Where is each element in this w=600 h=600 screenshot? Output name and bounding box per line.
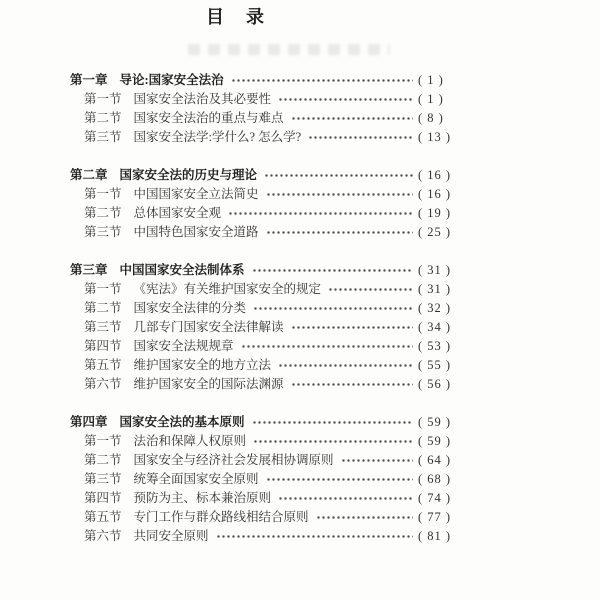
section-number-label: 第四节 bbox=[84, 339, 122, 353]
section-title: 统筹全面国家安全原则 bbox=[133, 472, 259, 486]
page-number: ( 34 ) bbox=[418, 320, 452, 334]
section-number-label: 第一节 bbox=[84, 282, 122, 296]
section-number-label: 第六节 bbox=[84, 377, 122, 391]
section-title: 几部专门国家安全法律解读 bbox=[133, 320, 284, 334]
chapter-number-label: 第一章 bbox=[70, 73, 108, 87]
section-title: 维护国家安全的国际法渊源 bbox=[133, 377, 284, 391]
section-number-label: 第三节 bbox=[84, 472, 122, 486]
section-title: 国家安全法治的重点与难点 bbox=[133, 111, 284, 125]
page-number: ( 19 ) bbox=[418, 206, 452, 220]
page-number: ( 77 ) bbox=[418, 510, 452, 524]
page-number: ( 59 ) bbox=[418, 415, 452, 429]
page-number: ( 1 ) bbox=[418, 92, 444, 106]
section-number-label: 第六节 bbox=[84, 529, 122, 543]
page-number: ( 53 ) bbox=[418, 339, 452, 353]
section-title: 专门工作与群众路线相结合原则 bbox=[133, 510, 309, 524]
page-number: ( 1 ) bbox=[418, 73, 444, 87]
page-number: ( 32 ) bbox=[418, 301, 452, 315]
section-title: 总体国家安全观 bbox=[133, 206, 222, 220]
page-number: ( 31 ) bbox=[418, 263, 452, 277]
dot-leader bbox=[291, 375, 413, 394]
chapter-number-label: 第三章 bbox=[70, 263, 108, 277]
section-number-label: 第一节 bbox=[84, 434, 122, 448]
page-bleedthrough-artifact bbox=[188, 44, 390, 55]
toc-section-row bbox=[70, 204, 454, 223]
page-number: ( 64 ) bbox=[418, 453, 452, 467]
dot-leader bbox=[253, 299, 413, 318]
section-number-label: 第二节 bbox=[84, 206, 122, 220]
page-number: ( 16 ) bbox=[418, 187, 452, 201]
section-title: 中国国家安全立法简史 bbox=[133, 187, 259, 201]
toc-section-row bbox=[70, 90, 454, 109]
section-title: 国家安全法治及其必要性 bbox=[133, 92, 272, 106]
toc-section-row bbox=[70, 451, 454, 470]
dot-leader bbox=[278, 489, 413, 508]
chapter-title: 国家安全法的基本原则 bbox=[119, 415, 245, 429]
section-number-label: 第三节 bbox=[84, 225, 122, 239]
toc-section-row bbox=[70, 508, 454, 527]
section-title: 中国特色国家安全道路 bbox=[133, 225, 259, 239]
section-number-label: 第三节 bbox=[84, 320, 122, 334]
chapter-title: 国家安全法的历史与理论 bbox=[119, 168, 258, 182]
toc-chapter-block-1 bbox=[70, 71, 454, 147]
page-number: ( 68 ) bbox=[418, 472, 452, 486]
page-number: ( 16 ) bbox=[418, 168, 452, 182]
toc-section-row bbox=[70, 375, 454, 394]
section-number-label: 第一节 bbox=[84, 187, 122, 201]
dot-leader bbox=[341, 451, 413, 470]
dot-leader bbox=[252, 261, 413, 280]
dot-leader bbox=[266, 470, 413, 489]
dot-leader bbox=[253, 432, 413, 451]
page-number: ( 56 ) bbox=[418, 377, 452, 391]
toc-chapter-block-3 bbox=[70, 261, 454, 394]
section-title: 维护国家安全的地方立法 bbox=[133, 358, 272, 372]
dot-leader bbox=[291, 318, 413, 337]
toc-section-row bbox=[70, 470, 454, 489]
toc-section-row bbox=[70, 280, 454, 299]
toc-list bbox=[70, 71, 454, 565]
page-number: ( 8 ) bbox=[418, 111, 444, 125]
chapter-number-label: 第二章 bbox=[70, 168, 108, 182]
section-title: 国家安全法律的分类 bbox=[133, 301, 247, 315]
toc-section-row bbox=[70, 318, 454, 337]
chapter-title: 中国国家安全法制体系 bbox=[119, 263, 245, 277]
dot-leader bbox=[308, 128, 413, 147]
toc-section-row bbox=[70, 185, 454, 204]
section-number-label: 第二节 bbox=[84, 111, 122, 125]
section-number-label: 第二节 bbox=[84, 453, 122, 467]
section-number-label: 第四节 bbox=[84, 491, 122, 505]
section-number-label: 第五节 bbox=[84, 510, 122, 524]
toc-chapter-block-4 bbox=[70, 413, 454, 546]
dot-leader bbox=[216, 527, 413, 546]
toc-section-row bbox=[70, 337, 454, 356]
chapter-number-label: 第四章 bbox=[70, 415, 108, 429]
toc-section-row bbox=[70, 223, 454, 242]
section-number-label: 第一节 bbox=[84, 92, 122, 106]
toc-section-row bbox=[70, 128, 454, 147]
section-number-label: 第二节 bbox=[84, 301, 122, 315]
dot-leader bbox=[241, 337, 413, 356]
toc-section-row bbox=[70, 356, 454, 375]
toc-section-row bbox=[70, 432, 454, 451]
dot-leader bbox=[231, 71, 413, 90]
toc-chapter-block-2 bbox=[70, 166, 454, 242]
section-number-label: 第三节 bbox=[84, 130, 122, 144]
toc-section-row bbox=[70, 489, 454, 508]
section-title: 《宪法》有关维护国家安全的规定 bbox=[133, 282, 322, 296]
dot-leader bbox=[316, 508, 413, 527]
dot-leader bbox=[252, 413, 413, 432]
section-title: 共同安全原则 bbox=[133, 529, 209, 543]
page-number: ( 55 ) bbox=[418, 358, 452, 372]
dot-leader bbox=[228, 204, 413, 223]
dot-leader bbox=[328, 280, 413, 299]
page-number: ( 81 ) bbox=[418, 529, 452, 543]
section-title: 国家安全与经济社会发展相协调原则 bbox=[133, 453, 334, 467]
dot-leader bbox=[278, 90, 413, 109]
toc-section-row bbox=[70, 299, 454, 318]
section-title: 法治和保障人权原则 bbox=[133, 434, 247, 448]
page-number: ( 59 ) bbox=[418, 434, 452, 448]
dot-leader bbox=[266, 185, 413, 204]
toc-chapter-row bbox=[70, 166, 454, 185]
dot-leader bbox=[264, 166, 413, 185]
page-number: ( 13 ) bbox=[418, 130, 452, 144]
toc-section-row bbox=[70, 109, 454, 128]
section-title: 国家安全法学:学什么? 怎么学? bbox=[133, 130, 302, 144]
toc-chapter-row bbox=[70, 413, 454, 432]
section-number-label: 第五节 bbox=[84, 358, 122, 372]
section-title: 预防为主、标本兼治原则 bbox=[133, 491, 272, 505]
page-number: ( 74 ) bbox=[418, 491, 452, 505]
toc-chapter-row bbox=[70, 261, 454, 280]
chapter-title: 导论:国家安全法治 bbox=[119, 73, 224, 87]
toc-section-row bbox=[70, 527, 454, 546]
page-number: ( 25 ) bbox=[418, 225, 452, 239]
dot-leader bbox=[266, 223, 413, 242]
page-title: 目 录 bbox=[206, 7, 266, 27]
page-number: ( 31 ) bbox=[418, 282, 452, 296]
dot-leader bbox=[291, 109, 413, 128]
dot-leader bbox=[278, 356, 413, 375]
section-title: 国家安全法规规章 bbox=[133, 339, 234, 353]
toc-chapter-row bbox=[70, 71, 454, 90]
